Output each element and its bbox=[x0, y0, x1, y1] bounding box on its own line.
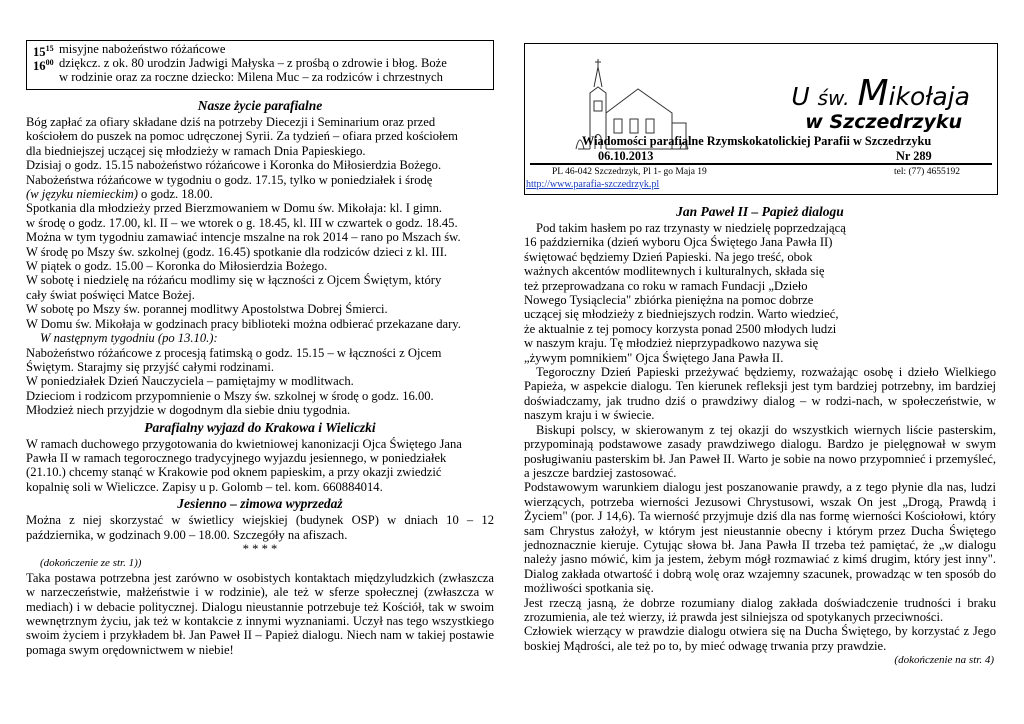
text-line: W sobotę i niedzielę na różańcu modlimy się w łączności z Ojcem Świętym, który bbox=[26, 273, 442, 288]
text-line: Bóg zapłać za ofiary składane dziś na potrzeby Diecezji i Seminarium oraz przed bbox=[26, 115, 436, 129]
newsletter-masthead bbox=[524, 43, 998, 195]
text-line: Młodzież niech przyjdzie w dogodnym dla siebie dniu tygodnia. bbox=[26, 403, 351, 418]
parish-life-lines bbox=[26, 115, 494, 418]
next-week-subheading: W następnym tygodniu (po 13.10.): bbox=[40, 331, 218, 346]
text-line: 16 października (dzień wyboru Ojca Świętego Jana Pawła II) bbox=[524, 235, 833, 250]
sale-paragraph: Można z niej skorzystać w świetlicy wiejskiej (budynek OSP) w dniach 10 – 12 października, w godzinach 9.00 – 18.00. Szczegóły na afiszach. bbox=[26, 513, 494, 542]
text-line: W sobotę po Mszy św. porannej modlitwy Apostolstwa Dobrej Śmierci. bbox=[26, 302, 388, 317]
masthead-place: w Szczedrzyku bbox=[805, 111, 962, 133]
separator-stars: * * * * bbox=[242, 541, 278, 556]
masthead-divider bbox=[530, 163, 992, 165]
text-line: w środę o godz. 17.00, kl. II – we wtorek o g. 18.45, kl. III w czwartek o godz. 18.45. bbox=[26, 215, 458, 230]
text-line: Nabożeństwo różańcowe z procesją fatimską o godz. 15.15 – w łączności z Ojcem bbox=[26, 345, 442, 360]
parish-website-link[interactable]: http://www.parafia-szczedrzyk.pl bbox=[526, 179, 660, 190]
text-line: Spotkania dla młodzieży przed Bierzmowaniem w Domu św. Mikołaja: kl. I gimn. bbox=[26, 201, 443, 216]
article-heading: Jan Paweł II – Papież dialogu bbox=[676, 204, 844, 219]
text-line: (21.10.) chcemy stanąć w Krakowie pod oknem papieskim, a przy okazji zwiedzić bbox=[26, 465, 442, 480]
article-intro bbox=[524, 221, 882, 365]
text-line: też przeprowadzana co roku w ramach Fundacji „Dzieło bbox=[524, 278, 808, 293]
issue-number: Nr 289 bbox=[896, 149, 932, 163]
text-line: Nabożeństwa różańcowe w tygodniu o godz. 17.15, tylko w poniedziałek i środę bbox=[26, 172, 433, 187]
text-line: Świętym. Starajmy się przyjść całymi rodzinami. bbox=[26, 359, 274, 374]
german-note: (w języku niemieckim) bbox=[26, 187, 138, 202]
parish-address: PL 46-042 Szczedrzyk, Pl 1- go Maja 19 bbox=[552, 167, 707, 177]
parish-life-heading: Nasze życie parafialne bbox=[197, 98, 323, 113]
masthead-subtitle: Wiadomości parafialne Rzymskokatolickiej Parafii w Szczedrzyku bbox=[582, 134, 932, 148]
text-line: Dzieciom i rodzicom przypomnienie o Mszy św. szkolnej w środę o godz. 16.00. bbox=[26, 388, 434, 403]
text-line: uczącej się młodzieży z biedniejszych rodzin. Warto wiedzieć, bbox=[524, 307, 839, 322]
schedule-text: misyjne nabożeństwo różańcowe bbox=[59, 42, 226, 56]
german-time: o godz. 18.00. bbox=[137, 187, 213, 202]
continued-note: (dokończenie na str. 4) bbox=[894, 654, 994, 667]
text-line: Dzisiaj o godz. 15.15 nabożeństwo różańcowe i Koronka do Miłosierdzia Bożego. bbox=[26, 158, 442, 173]
trip-heading: Parafialny wyjazd do Krakowa i Wieliczki bbox=[144, 419, 376, 435]
text-line: że aktualnie z tej pomocy korzysta ponad 2500 młodych ludzi bbox=[524, 321, 837, 336]
left-column bbox=[26, 96, 494, 657]
continuation-paragraph: Taka postawa potrzebna jest zarówno w osobistych kontaktach międzyludzkich (zwłaszcza w narzeczeństwie, małżeństwie i w rodzinie), ale też w sferze społecznej (zwłaszcza w mediach) i w debacie politycznej. Dialogu nieustannie potrzebuje też Kościół, tak w swoim wewnętrznym życiu, jak też w kontakcie z innymi wyznaniami. Uczył nas tego wszystkiego swoim życiem i przykładem bł. Jan Paweł II – Papież dialogu. Niech nam w takiej postawie pomaga swym orędownictwem w niebie! bbox=[26, 570, 494, 657]
schedule-time: $15^{15}$ bbox=[33, 44, 54, 60]
text-line: Pawła II w ramach tegorocznego tradycyjnego wyjazdu jesiennego, w poniedziałek bbox=[26, 450, 447, 465]
article-paragraph: Podstawowym warunkiem dialogu jest poszanowanie prawdy, a z tego płynie dla nas, ludzi wierzących, potrzeba wierności Jezusowi Chrystusowi, wszak On jest „Drogą, Prawdą i Życiem" (por. J 14,6). Ta wierność przyjmuje dziś dla nas formę wierności Kościołowi, który sam Chrystus założył, w którym jest nieustannie obecny i którym przez Ducha Świętego jednoznacznie kieruje. Cytując słowa bł. Jana Pawła II trzeba też pamiętać, że „w dialogu należy jasno mówić, kim ja jestem, żebym mógł rozmawiać z kimś drugim, który jest inny". Dialog zakłada otwartość i dobrą wolę oraz wzajemny szacunek, prowadząc w ten sposób do możliwości spotkania się. bbox=[524, 480, 996, 596]
article-paragraph: Człowiek wierzący w prawdzie dialogu otwiera się na Ducha Świętego, by korzystać z Jego boskiej Mądrości, ale też po to, by mieć odwagę trwania przy prawdzie. bbox=[524, 624, 996, 653]
masthead-title: U św. Mikołaja bbox=[791, 73, 970, 114]
text-line: świętować będziemy Dzień Papieski. Na jego treść, obok bbox=[524, 249, 813, 264]
text-line: Można w tym tygodniu zamawiać intencje mszalne na rok 2014 – rano po Mszach św. bbox=[26, 230, 461, 245]
parish-phone: tel: (77) 4655192 bbox=[894, 167, 960, 177]
text-line: cały świat poświęci Matce Bożej. bbox=[26, 287, 195, 302]
text-line: w naszym kraju. Tę młodzież nieprzypadkowo nazywa się bbox=[524, 336, 819, 351]
article-paragraph: Jest rzeczą jasną, że dobrze rozumiany dialog zakłada doświadczenie trudności i braku zrozumienia, ale też wierzy, iż prawda jest silniejsza od spotykanych przeciwności. bbox=[524, 595, 996, 624]
text-line: dla biedniejszej uczącej się młodzieży w ramach Dnia Papieskiego. bbox=[26, 143, 366, 158]
text-line bbox=[26, 187, 494, 201]
article-paragraph: Tegoroczny Dzień Papieski przeżywać będziemy, rozważając osobę i dzieło Wielkiego Papieża, w aspekcie dialogu. Ten kierunek refleksji jest tym bardziej potrzebny, im bardziej doświadczamy, jak trudno dziś o prawdziwy dialog – w rodzi-nach, w społeczeństwie, w naszym kraju i w świecie. bbox=[524, 365, 996, 423]
continuation-note: (dokończenie ze str. 1)) bbox=[40, 557, 142, 570]
text-line: W Domu św. Mikołaja w godzinach pracy biblioteki można odbierać przekazane dary. bbox=[26, 316, 461, 331]
text-line: kościołem do puszek na pomoc udręczonej Syrii. Za tydzień – ofiara przed kościołem bbox=[26, 129, 458, 144]
text-line: W ramach duchowego przygotowania do kwietniowej kanonizacji Ojca Świętego Jana bbox=[26, 436, 462, 451]
text-line: W piątek o godz. 15.00 – Koronka do Miłosierdzia Bożego. bbox=[26, 259, 328, 274]
text-line: ważnych akcentów modlitewnych i kulturalnych, składa się bbox=[524, 264, 825, 279]
issue-date: 06.10.2013 bbox=[598, 149, 654, 163]
article-column bbox=[524, 202, 996, 668]
text-line: W środę po Mszy św. szkolnej (godz. 16.45) spotkanie dla rodziców dzieci z kl. III. bbox=[26, 244, 448, 259]
text-line: Pod takim hasłem po raz trzynasty w niedzielę poprzedzającą bbox=[536, 221, 846, 235]
schedule-time: $16^{00}$ bbox=[33, 58, 54, 74]
article-paragraph: Biskupi polscy, w skierowanym z tej okazji do wszystkich wiernych liście pasterskim, przypominają podstawowe zasady prawdziwego dialogu. Bardzo je pielęgnował w swym posługiwaniu pasterskim bł. Jan Paweł II. Warto je sobie na nowo przypomnieć i przemyśleć, a jeszcze bardziej zastosować. bbox=[524, 422, 996, 480]
text-line: Nowego Tysiąclecia" zbiórka pieniężna na pomoc dobrze bbox=[524, 293, 814, 308]
text-line: W poniedziałek Dzień Nauczyciela – pamiętajmy w modlitwach. bbox=[26, 374, 354, 389]
mass-schedule-box bbox=[26, 40, 494, 90]
sale-heading: Jesienno – zimowa wyprzedaż bbox=[177, 496, 343, 512]
text-line: kopalnię soli w Wieliczce. Zapisy u p. Golomb – tel. kom. 660884014. bbox=[26, 479, 383, 494]
schedule-text: dziękcz. z ok. 80 urodzin Jadwigi Małyska – z prośbą o zdrowie i błog. Boże bbox=[59, 56, 447, 70]
text-line: „żywym pomnikiem" Ojca Świętego Jana Pawła II. bbox=[524, 350, 784, 365]
schedule-text: w rodzinie oraz za roczne dziecko: Milena Muc – za rodziców i chrzestnych bbox=[59, 70, 443, 84]
schedule-row bbox=[33, 56, 54, 74]
